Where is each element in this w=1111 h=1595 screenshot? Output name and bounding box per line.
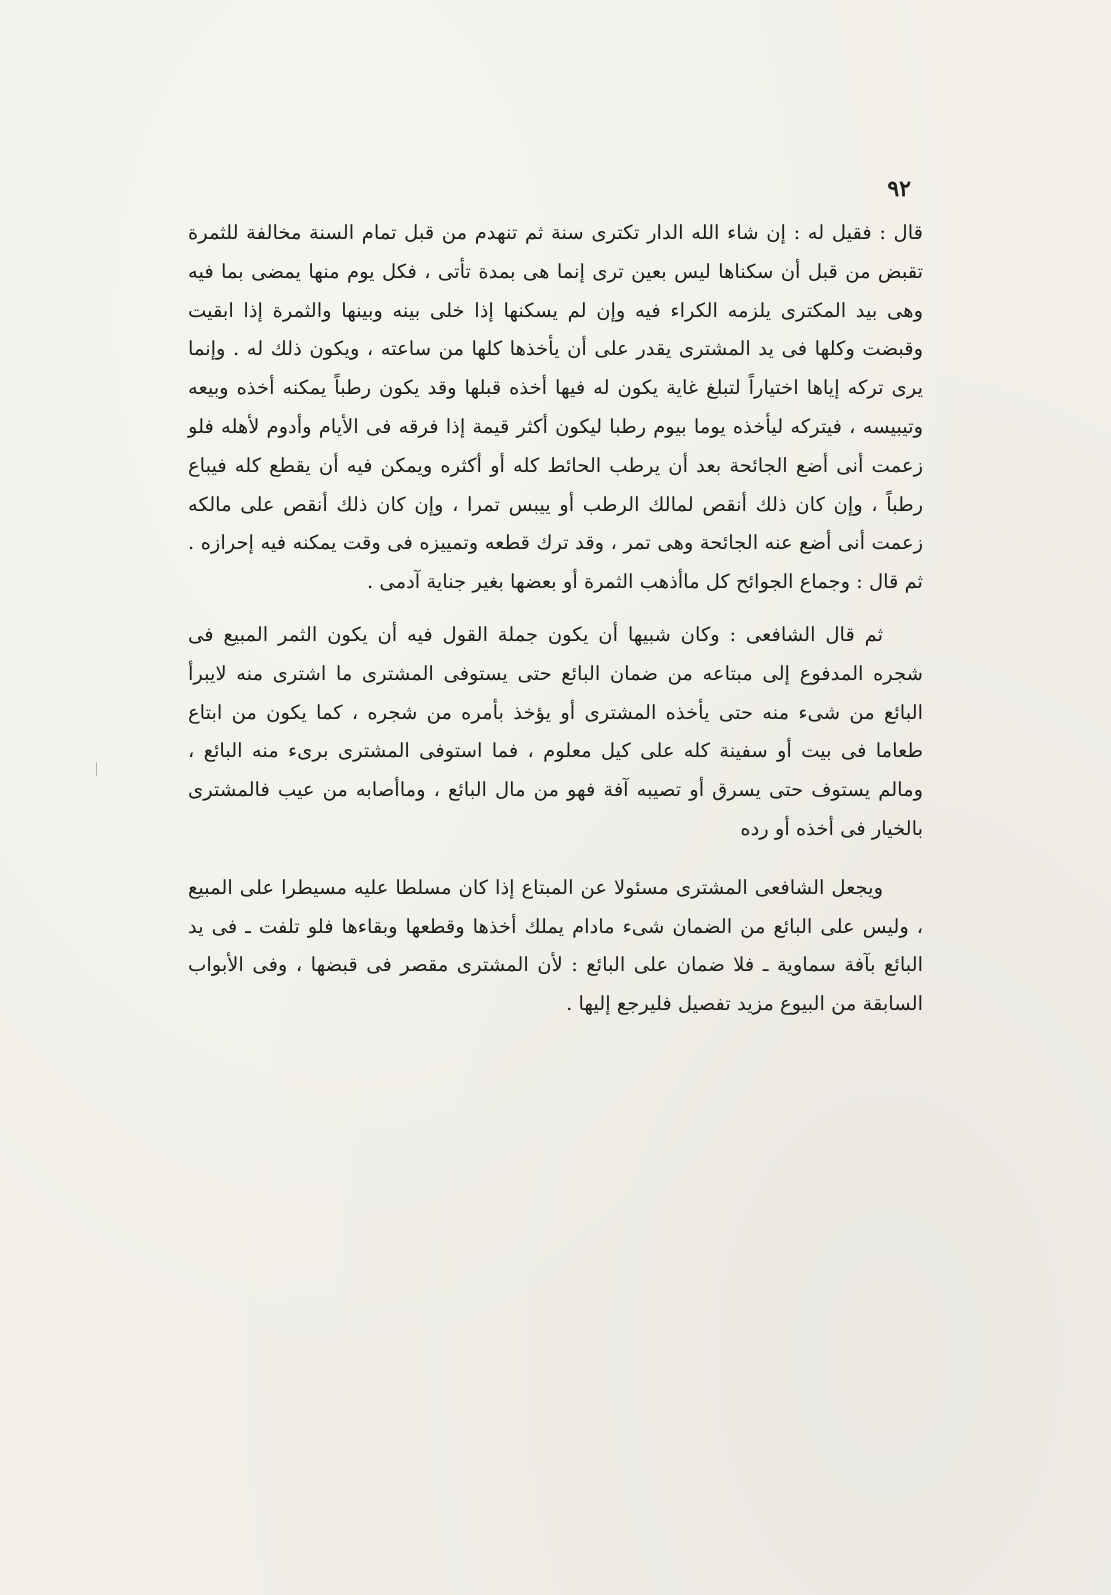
scan-speck [96,762,97,776]
paragraph: قال : فقيل له : إن شاء الله الدار تكترى سنة ثم تنهدم من قبل تمام السنة مخالفة للثمرة تقبض من قبل أن سكناها ليس بعين ترى إنما هى بمدة تأتى ، فكل يوم منها يمضى بما فيه وهى بيد المكترى يلزمه الكراء فيه وإن لم يسكنها إذا خلى بينه وبينها والثمرة إذا ابقيت وقبضت وكلها فى يد المشترى يقدر على أن يأخذها كلها من ساعته ، ويكون ذلك له . وإنما يرى تركه إياها اختياراً لتبلغ غاية يكون له فيها أخذه قبلها وقد يكون رطباً يمكنه أخذه وبيعه وتيبيسه ، فيتركه ليأخذه يوما بيوم رطبا ليكون أكثر قيمة إذا فرقه فى الأيام وأدوم لأهله فلو زعمت أنى أضع الجائحة بعد أن يرطب الحائط كله أو أكثره ويمكن فيه أن يقطع كله فيباع رطباً ، وإن كان ذلك أنقص لمالك الرطب أو ييبس تمرا ، وإن كان ذلك أنقص على مالكه زعمت أنى أضع عنه الجائحة وهى تمر ، وقد ترك قطعه وتمييزه فى وقت يمكنه فيه إحرازه . ثم قال : وجماع الجوائح كل ماأذهب الثمرة أو بعضها بغير جناية آدمى . [188,221,923,594]
paragraph: ثم قال الشافعى : وكان شبيها أن يكون جملة القول فيه أن يكون الثمر المبيع فى شجره المدفوع إلى مبتاعه من ضمان البائع حتى يستوفى المشترى ما اشترى منه لايبرأ البائع من شىء منه حتى يأخذه المشترى أو يؤخذ بأمره من شجره ، كما يكون من ابتاع طعاما فى بيت أو سفينة كله على كيل معلوم ، فما استوفى المشترى برىء منه البائع ، ومالم يستوف حتى يسرق أو تصيبه آفة فهو من مال البائع ، وماأصابه من عيب فالمشترى بالخيار فى أخذه أو رده [188,622,923,840]
page-body [188,214,923,1024]
page-number: ٩٢ [887,176,911,202]
paragraph: ويجعل الشافعى المشترى مسئولا عن المبتاع إذا كان مسلطا عليه مسيطرا على المبيع ، وليس على البائع من الضمان شىء مادام يملك أخذها وقطعها وبقاءها فلو تلفت ـ فى يد البائع بآفة سماوية ـ فلا ضمان على البائع : لأن المشترى مقصر فى قبضها ، وفى الأبواب السابقة من البيوع مزيد تفصيل فليرجع إليها . [188,875,923,1016]
